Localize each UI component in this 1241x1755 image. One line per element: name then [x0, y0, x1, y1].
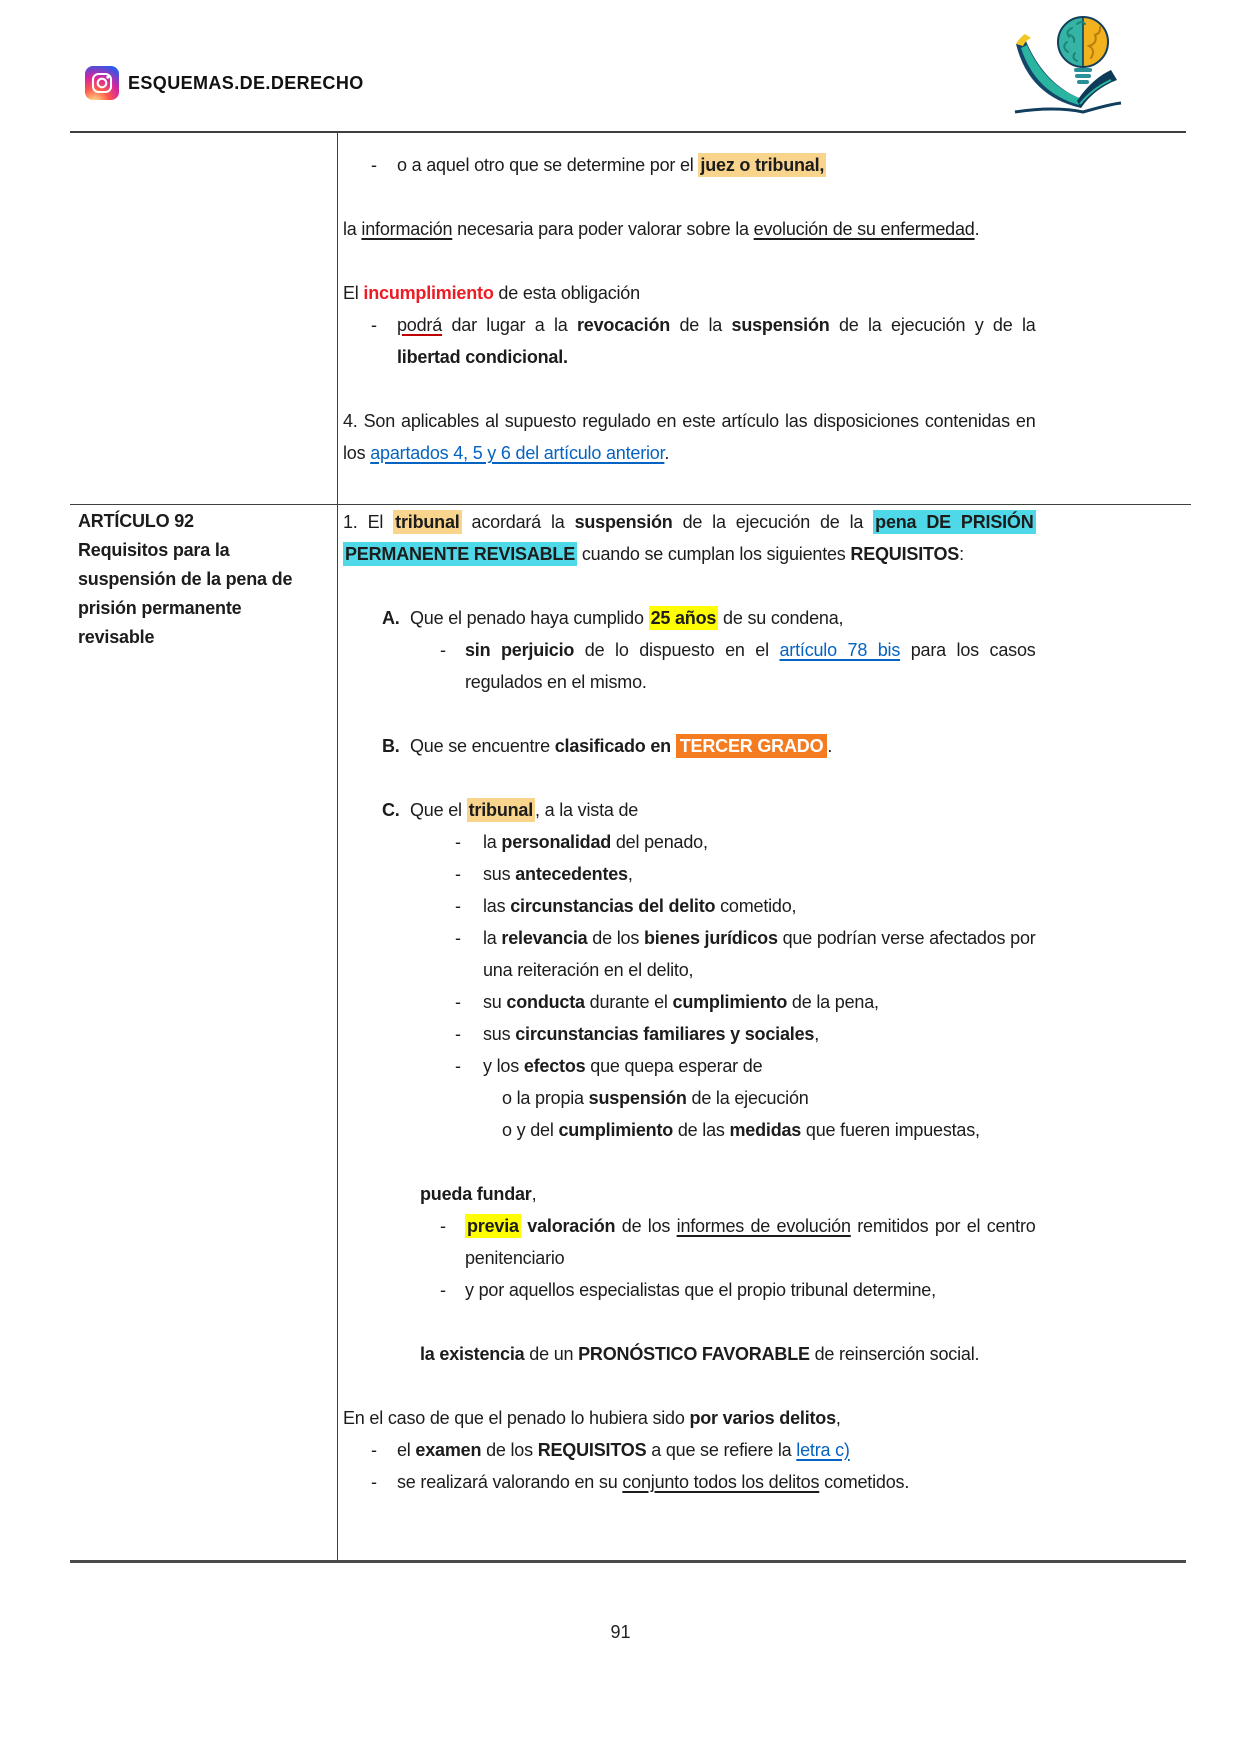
text-segment: regulados en el mismo.: [465, 672, 647, 692]
text-segment: por varios delitos: [689, 1408, 836, 1428]
text-segment: informes de evolución: [676, 1216, 851, 1236]
list-marker: -: [455, 928, 461, 948]
text-segment: a que se refiere la: [646, 1440, 797, 1460]
text-segment: las: [483, 896, 511, 916]
list-marker: -: [440, 1216, 446, 1236]
text-segment: examen: [415, 1440, 482, 1460]
brand-name: ESQUEMAS.DE.DERECHO: [128, 73, 364, 93]
text-segment: de lo dispuesto en el: [574, 640, 780, 660]
list-marker: C.: [382, 800, 400, 820]
text-segment: cometido,: [715, 896, 797, 916]
blank-line: [343, 1306, 1036, 1338]
text-segment: sin perjuicio: [465, 640, 575, 660]
text-line: [343, 277, 1036, 309]
blank-line: [343, 245, 1036, 277]
text-segment: sus: [483, 864, 516, 884]
text-segment: medidas: [729, 1120, 802, 1140]
text-line: [343, 922, 1036, 954]
text-line: [343, 538, 1036, 570]
text-segment: tribunal: [468, 800, 534, 820]
text-segment: de la ejecución: [686, 1088, 809, 1108]
text-segment: de la ejecución y de la: [829, 315, 1036, 335]
text-segment: se realizará valorando en su: [397, 1472, 623, 1492]
text-segment: de esta obligación: [493, 283, 640, 303]
text-segment: del penado,: [611, 832, 708, 852]
text-segment: ,: [627, 864, 633, 884]
instagram-icon: [85, 66, 119, 100]
text-segment: tribunal: [395, 512, 460, 532]
text-segment: acordará la: [461, 512, 575, 532]
text-line: [343, 730, 1036, 762]
text-segment: REQUISITOS: [850, 544, 960, 564]
text-segment: dar lugar a la: [442, 315, 577, 335]
text-segment: de los: [587, 928, 644, 948]
text-segment: cometidos.: [819, 1472, 910, 1492]
text-segment: una reiteración en el delito,: [483, 960, 694, 980]
text-segment: PERMANENTE REVISABLE: [345, 544, 576, 564]
text-segment: antecedentes: [515, 864, 628, 884]
text-segment: prisión permanente: [78, 598, 242, 618]
text-segment: penitenciario: [465, 1248, 565, 1268]
article-title-cell: [70, 505, 337, 1560]
text-segment: TERCER GRADO: [676, 734, 828, 758]
text-segment: .: [974, 219, 980, 239]
text-segment: previa: [467, 1216, 519, 1236]
text-segment: 25 años: [650, 608, 717, 628]
list-marker: -: [455, 864, 461, 884]
list-marker: -: [371, 315, 377, 335]
row1-title-cell-empty: [70, 133, 337, 505]
text-segment: de reinserción social.: [809, 1344, 980, 1364]
text-segment: que podrían verse afectados por: [777, 928, 1036, 948]
list-marker: B.: [382, 736, 400, 756]
text-segment: revisable: [78, 627, 155, 647]
page-number: 91: [610, 1622, 631, 1642]
text-line: [343, 890, 1036, 922]
text-segment: ,: [814, 1024, 820, 1044]
text-segment: ,: [835, 1408, 841, 1428]
text-segment: personalidad: [501, 832, 612, 852]
article-table: [70, 131, 1186, 1563]
list-marker: -: [455, 832, 461, 852]
text-segment: , a la vista de: [535, 800, 639, 820]
text-line: [343, 954, 1036, 986]
row1-content-cell: [337, 133, 1191, 505]
text-segment: 1. El: [343, 512, 394, 532]
text-segment: de los: [481, 1440, 538, 1460]
text-segment: suspensión de la pena de: [78, 569, 293, 589]
text-segment: incumplimiento: [363, 283, 494, 303]
text-segment: de las: [673, 1120, 730, 1140]
text-segment: efectos: [523, 1056, 586, 1076]
list-marker: -: [455, 1024, 461, 1044]
text-segment: pena DE PRISIÓN: [875, 512, 1034, 532]
text-line: [343, 1050, 1036, 1082]
blank-line: [343, 1370, 1036, 1402]
text-line: [343, 1114, 1036, 1146]
text-segment: circunstancias del delito: [510, 896, 716, 916]
list-marker: -: [440, 1280, 446, 1300]
text-segment: la existencia: [420, 1344, 525, 1364]
text-segment: o y del: [502, 1120, 559, 1140]
text-segment: .: [664, 443, 670, 463]
text-segment: bienes jurídicos: [643, 928, 778, 948]
blank-line: [343, 570, 1036, 602]
text-segment: de su condena,: [718, 608, 844, 628]
text-segment: durante el: [584, 992, 673, 1012]
link[interactable]: apartados 4, 5 y 6 del artículo anterior: [370, 443, 665, 463]
text-segment: o a aquel otro que se determine por el: [397, 155, 699, 175]
text-segment: valoración: [527, 1216, 616, 1236]
text-segment: que fueren impuestas,: [801, 1120, 980, 1140]
text-segment: sus: [483, 1024, 516, 1044]
list-marker: -: [371, 155, 377, 175]
text-segment: .: [827, 736, 833, 756]
text-segment: necesaria para poder valorar sobre la: [452, 219, 754, 239]
text-segment: remitidos por el centro: [850, 1216, 1036, 1236]
text-line: [343, 341, 1036, 373]
text-line: [343, 309, 1036, 341]
text-segment: la: [483, 832, 502, 852]
text-line: [343, 437, 1036, 469]
text-line: [343, 149, 1036, 181]
text-segment: cumplimiento: [558, 1120, 674, 1140]
text-line: [343, 1338, 1036, 1370]
text-segment: circunstancias familiares y sociales: [515, 1024, 815, 1044]
text-segment: relevancia: [501, 928, 588, 948]
text-line: [343, 986, 1036, 1018]
text-segment: conducta: [506, 992, 585, 1012]
list-marker: -: [440, 640, 446, 660]
text-segment: suspensión: [588, 1088, 687, 1108]
text-segment: y por aquellos especialistas que el propio tribunal determine,: [465, 1280, 936, 1300]
text-segment: para los casos: [900, 640, 1036, 660]
text-segment: de un: [524, 1344, 579, 1364]
text-segment: los: [343, 443, 371, 463]
text-line: [78, 536, 329, 565]
text-line: [343, 1466, 1036, 1498]
list-marker: -: [371, 1472, 377, 1492]
blank-line: [343, 1146, 1036, 1178]
text-segment: revocación: [576, 315, 671, 335]
text-line: [343, 405, 1036, 437]
text-segment: Que se encuentre: [410, 736, 555, 756]
brain-lightbulb-book-logo: [985, 4, 1130, 126]
text-segment: PRONÓSTICO FAVORABLE: [578, 1344, 810, 1364]
text-line: [343, 1434, 1036, 1466]
text-segment: :: [959, 544, 964, 564]
text-segment: ARTÍCULO 92: [78, 511, 194, 531]
text-segment: En el caso de que el penado lo hubiera sido: [343, 1408, 690, 1428]
text-segment: la: [343, 219, 362, 239]
text-segment: la: [483, 928, 502, 948]
text-segment: Requisitos para la: [78, 540, 230, 560]
text-line: [343, 1242, 1036, 1274]
text-segment: de los: [615, 1216, 677, 1236]
text-line: [343, 826, 1036, 858]
text-line: [78, 594, 329, 623]
text-segment: de la ejecución de la: [672, 512, 874, 532]
blank-line: [343, 762, 1036, 794]
text-segment: su: [483, 992, 507, 1012]
text-line: [343, 213, 1036, 245]
text-line: [78, 507, 329, 536]
link[interactable]: letra c): [796, 1440, 850, 1460]
text-segment: juez o tribunal,: [700, 155, 825, 175]
text-line: [343, 794, 1036, 826]
brand-header: [85, 66, 364, 100]
text-line: [343, 602, 1036, 634]
text-segment: pueda fundar: [420, 1184, 532, 1204]
text-segment: El: [343, 283, 364, 303]
text-segment: REQUISITOS: [537, 1440, 647, 1460]
text-line: [78, 623, 329, 652]
text-line: [343, 666, 1036, 698]
text-line: [343, 1402, 1036, 1434]
text-segment: y los: [483, 1056, 524, 1076]
text-line: [343, 1210, 1036, 1242]
text-line: [78, 565, 329, 594]
text-line: [343, 1082, 1036, 1114]
text-segment: de la: [670, 315, 732, 335]
article-content-cell: [337, 505, 1191, 1560]
text-segment: cumplimiento: [672, 992, 788, 1012]
text-line: [343, 634, 1036, 666]
text-segment: podrá: [397, 315, 443, 335]
text-line: [343, 506, 1036, 538]
text-segment: evolución de su enfermedad: [753, 219, 975, 239]
text-segment: cuando se cumplan los siguientes: [577, 544, 851, 564]
text-segment: ,: [531, 1184, 537, 1204]
text-line: [343, 1018, 1036, 1050]
text-line: [343, 1178, 1036, 1210]
blank-line: [343, 181, 1036, 213]
list-marker: -: [455, 1056, 461, 1076]
text-segment: Que el: [410, 800, 467, 820]
text-line: [343, 1274, 1036, 1306]
text-segment: que quepa esperar de: [585, 1056, 763, 1076]
text-segment: suspensión: [574, 512, 673, 532]
text-segment: Que el penado haya cumplido: [410, 608, 649, 628]
text-segment: de la pena,: [787, 992, 879, 1012]
text-line: [343, 858, 1036, 890]
text-segment: libertad condicional.: [397, 347, 568, 367]
text-segment: o la propia: [502, 1088, 589, 1108]
text-segment: 4. Son aplicables al supuesto regulado en este artículo las disposiciones contenidas en: [343, 411, 1036, 431]
text-segment: conjunto todos los delitos: [622, 1472, 820, 1492]
link[interactable]: artículo 78 bis: [779, 640, 901, 660]
text-segment: clasificado en: [554, 736, 671, 756]
blank-line: [343, 698, 1036, 730]
text-segment: suspensión: [731, 315, 830, 335]
list-marker: -: [371, 1440, 377, 1460]
text-segment: información: [361, 219, 453, 239]
list-marker: -: [455, 992, 461, 1012]
list-marker: -: [455, 896, 461, 916]
text-segment: el: [397, 1440, 416, 1460]
list-marker: A.: [382, 608, 400, 628]
blank-line: [343, 373, 1036, 405]
